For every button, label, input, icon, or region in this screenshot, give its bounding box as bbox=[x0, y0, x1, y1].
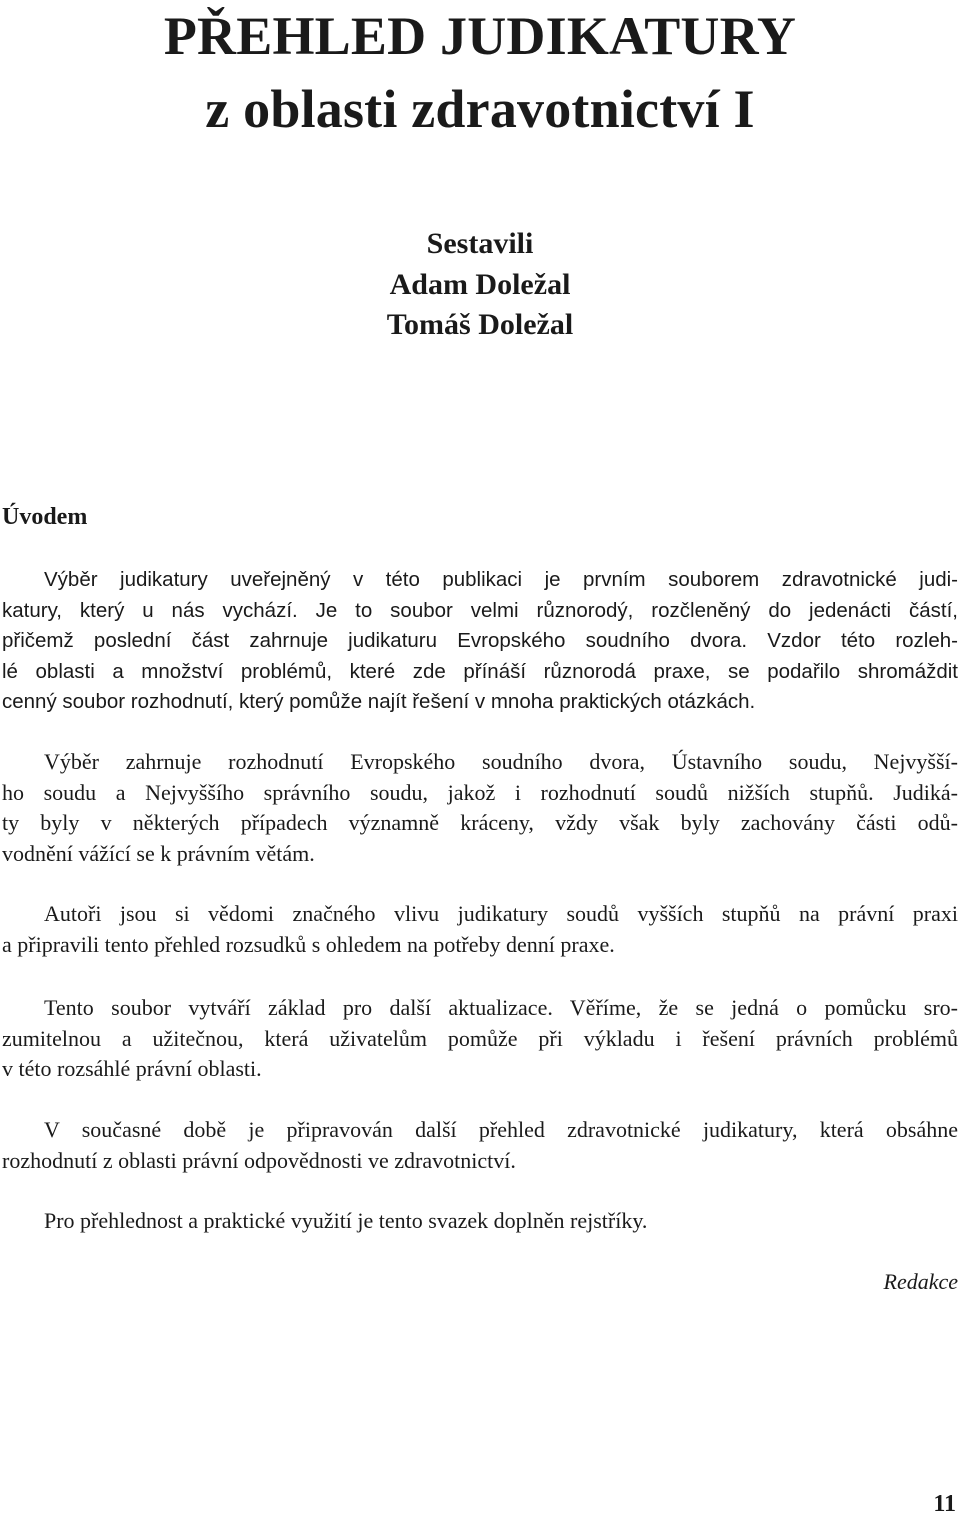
author-name: Tomáš Doležal bbox=[386, 308, 574, 341]
document-subtitle: z oblasti zdravotnictví I bbox=[205, 79, 755, 139]
paragraph-line: Pro přehlednost a praktické využití je tento svazek doplněn rejstříky. bbox=[44, 1208, 648, 1233]
paragraph-line: Výběr judikatury uveřejněný v této publikaci je prvním souborem zdravotnické judi- bbox=[44, 568, 958, 591]
document-title: PŘEHLED JUDIKATURY bbox=[163, 6, 797, 66]
paragraph-line: Autoři jsou si vědomi značného vlivu judikatury soudů vyšších stupňů na právní praxi bbox=[44, 901, 958, 926]
author-name: Adam Doležal bbox=[389, 268, 571, 301]
paragraph-updates bbox=[2, 993, 958, 1085]
authors-label: Sestavili bbox=[426, 227, 534, 260]
paragraph-line: rozhodnutí z oblasti právní odpovědnosti ve zdravotnictví. bbox=[2, 1147, 516, 1173]
paragraph-intro bbox=[2, 565, 958, 718]
paragraph-line: a připravili tento přehled rozsudků s ohledem na potřeby denní praxe. bbox=[2, 931, 615, 957]
page-number: 11 bbox=[933, 1491, 956, 1517]
paragraph-indexes bbox=[2, 1206, 958, 1237]
paragraph-line: cenný soubor rozhodnutí, který pomůže najít řešení v mnoha praktických otázkách. bbox=[2, 690, 756, 713]
section-heading: Úvodem bbox=[2, 504, 88, 530]
paragraph-line: V současné době je připravován další přehled zdravotnické judikatury, která obsáhne bbox=[44, 1117, 958, 1142]
paragraph-line: Výběr zahrnuje rozhodnutí Evropského soudního dvora, Ústavního soudu, Nejvyšší- bbox=[44, 749, 958, 774]
paragraph-authors bbox=[2, 899, 958, 960]
paragraph-next-volume bbox=[2, 1115, 958, 1176]
paragraph-line: lé oblasti a množství problémů, které zde přínáší různorodá praxe, se podařilo shromáždit bbox=[2, 659, 958, 683]
paragraph-line: ty byly v některých případech významně kráceny, vždy však byly zachovány části odů- bbox=[2, 810, 958, 835]
paragraph-line: Tento soubor vytváří základ pro další aktualizace. Věříme, že se jedná o pomůcku sro- bbox=[44, 995, 958, 1020]
paragraph-line: v této rozsáhlé právní oblasti. bbox=[2, 1056, 262, 1081]
paragraph-line: katury, který u nás vychází. Je to soubor velmi různorodý, rozčleněný do jedenácti částí, bbox=[2, 598, 958, 622]
paragraph-line: ho soudu a Nejvyššího správního soudu, jakož i rozhodnutí soudů nižších stupňů. Judiká- bbox=[2, 779, 958, 805]
paragraph-line: přičemž poslední část zahrnuje judikaturu Evropského soudního dvora. Vzdor této rozleh- bbox=[2, 629, 958, 652]
signature: Redakce bbox=[883, 1269, 958, 1294]
paragraph-line: zumitelnou a užitečnou, která uživatelům pomůže při výkladu i řešení právních problémů bbox=[2, 1025, 958, 1051]
paragraph-line: vodnění vážící se k právním větám. bbox=[2, 840, 315, 866]
paragraph-selection bbox=[2, 747, 958, 869]
